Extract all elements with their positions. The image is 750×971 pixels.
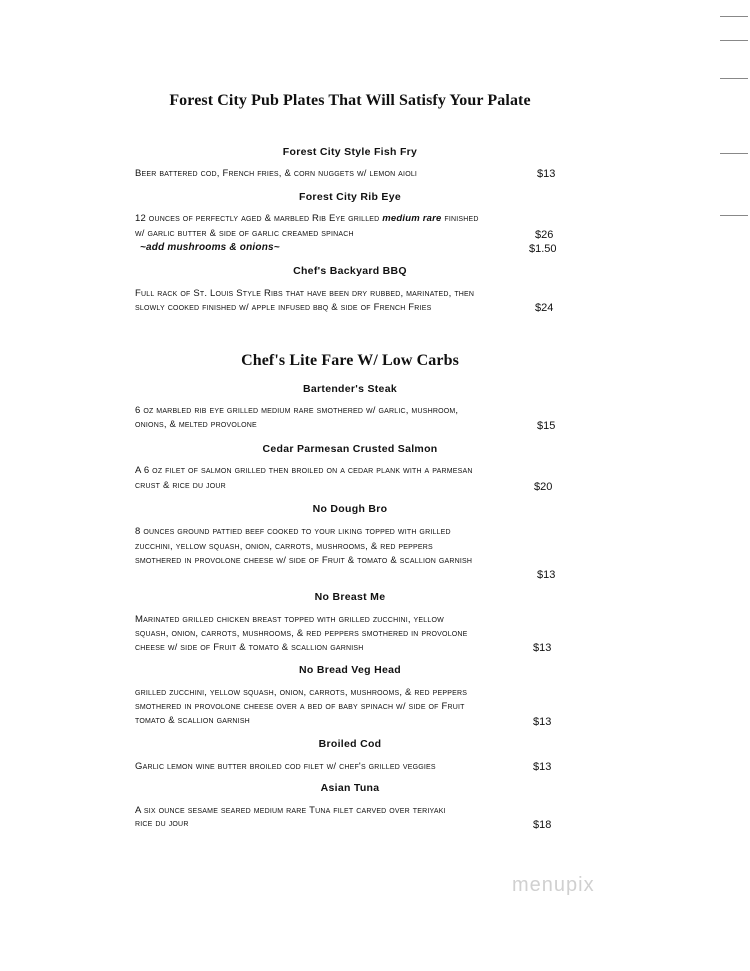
item-title-bartenders-steak: Bartender's Steak bbox=[303, 383, 397, 395]
item-desc-fish-fry: Beer battered cod, French fries, & corn nuggets w/ lemon aioli bbox=[135, 168, 418, 179]
item-price-bbq: $24 bbox=[535, 302, 554, 314]
item-price-breast: $13 bbox=[533, 642, 552, 654]
item-title-salmon: Cedar Parmesan Crusted Salmon bbox=[262, 443, 438, 455]
item-title-no-dough-bro: No Dough Bro bbox=[312, 503, 388, 515]
item-desc-veg-line1: grilled zucchini, yellow squash, onion, carrots, mushrooms, & red peppers bbox=[135, 687, 468, 698]
item-price-rib-eye: $26 bbox=[535, 229, 554, 241]
item-title-fish-fry: Forest City Style Fish Fry bbox=[282, 146, 418, 158]
section-title-lite-fare: Chef's Lite Fare W/ Low Carbs bbox=[241, 352, 459, 369]
item-price-cod: $13 bbox=[533, 761, 552, 773]
item-desc-tuna-line2: rice du jour bbox=[135, 818, 189, 829]
rib-eye-desc-part: 12 ounces of perfectly aged & marbled Rib Eye grilled bbox=[135, 213, 383, 224]
item-desc-breast-line2: squash, onion, carrots, mushrooms, & red peppers smothered in provolone bbox=[135, 628, 468, 639]
item-desc-veg-line3: tomato & scallion garnish bbox=[135, 715, 250, 726]
item-desc-steak-line2: onions, & melted provolone bbox=[135, 419, 257, 430]
item-title-asian-tuna: Asian Tuna bbox=[320, 782, 380, 794]
edge-mark bbox=[720, 78, 748, 79]
item-price-salmon: $20 bbox=[534, 481, 553, 493]
item-price-fish-fry: $13 bbox=[537, 168, 556, 180]
addon-mushrooms-onions: ~add mushrooms & onions~ bbox=[140, 242, 280, 253]
item-title-rib-eye: Forest City Rib Eye bbox=[299, 191, 401, 203]
item-desc-tuna-line1: A six ounce sesame seared medium rare Tuna filet carved over teriyaki bbox=[135, 805, 446, 816]
item-desc-dough-line1: 8 ounces ground pattied beef cooked to your liking topped with grilled bbox=[135, 526, 451, 537]
item-price-veg: $13 bbox=[533, 716, 552, 728]
item-title-broiled-cod: Broiled Cod bbox=[318, 738, 382, 750]
item-desc-rib-eye-line1 bbox=[135, 213, 479, 224]
rib-eye-desc-part: finished bbox=[441, 213, 479, 224]
edge-mark bbox=[720, 40, 748, 41]
item-desc-cod: Garlic lemon wine butter broiled cod filet w/ chef's grilled veggies bbox=[135, 761, 436, 772]
item-desc-salmon-line1: A 6 oz filet of salmon grilled then broiled on a cedar plank with a parmesan bbox=[135, 465, 473, 476]
item-price-dough: $13 bbox=[537, 569, 556, 581]
item-price-steak: $15 bbox=[537, 420, 556, 432]
rib-eye-doneness: medium rare bbox=[382, 213, 442, 224]
item-desc-bbq-line1: Full rack of St. Louis Style Ribs that have been dry rubbed, marinated, then bbox=[135, 288, 475, 299]
item-desc-veg-line2: smothered in provolone cheese over a bed of baby spinach w/ side of Fruit bbox=[135, 701, 465, 712]
item-desc-breast-line1: Marinated grilled chicken breast topped with grilled zucchini, yellow bbox=[135, 614, 444, 625]
item-desc-dough-line2: zucchini, yellow squash, onion, carrots, mushrooms, & red peppers bbox=[135, 541, 433, 552]
item-desc-steak-line1: 6 oz marbled rib eye grilled medium rare smothered w/ garlic, mushroom, bbox=[135, 405, 459, 416]
item-desc-breast-line3: cheese w/ side of Fruit & tomato & scallion garnish bbox=[135, 642, 364, 653]
item-title-veg-head: No Bread Veg Head bbox=[299, 664, 401, 676]
item-desc-dough-line3: smothered in provolone cheese w/ side of Fruit & tomato & scallion garnish bbox=[135, 555, 473, 566]
item-desc-salmon-line2: crust & rice du jour bbox=[135, 480, 226, 491]
item-title-backyard-bbq: Chef's Backyard BBQ bbox=[293, 265, 407, 277]
item-desc-rib-eye-line2: w/ garlic butter & side of garlic creamed spinach bbox=[135, 228, 354, 239]
edge-mark bbox=[720, 215, 748, 216]
item-title-no-breast-me: No Breast Me bbox=[314, 591, 386, 603]
edge-mark bbox=[720, 153, 748, 154]
item-desc-bbq-line2: slowly cooked finished w/ apple infused bbq & side of French Fries bbox=[135, 302, 432, 313]
item-price-tuna: $18 bbox=[533, 819, 552, 831]
addon-price: $1.50 bbox=[529, 243, 557, 255]
edge-mark bbox=[720, 16, 748, 17]
menupix-watermark: menupix bbox=[512, 874, 595, 896]
section-title-pub-plates: Forest City Pub Plates That Will Satisfy Your Palate bbox=[169, 92, 531, 109]
